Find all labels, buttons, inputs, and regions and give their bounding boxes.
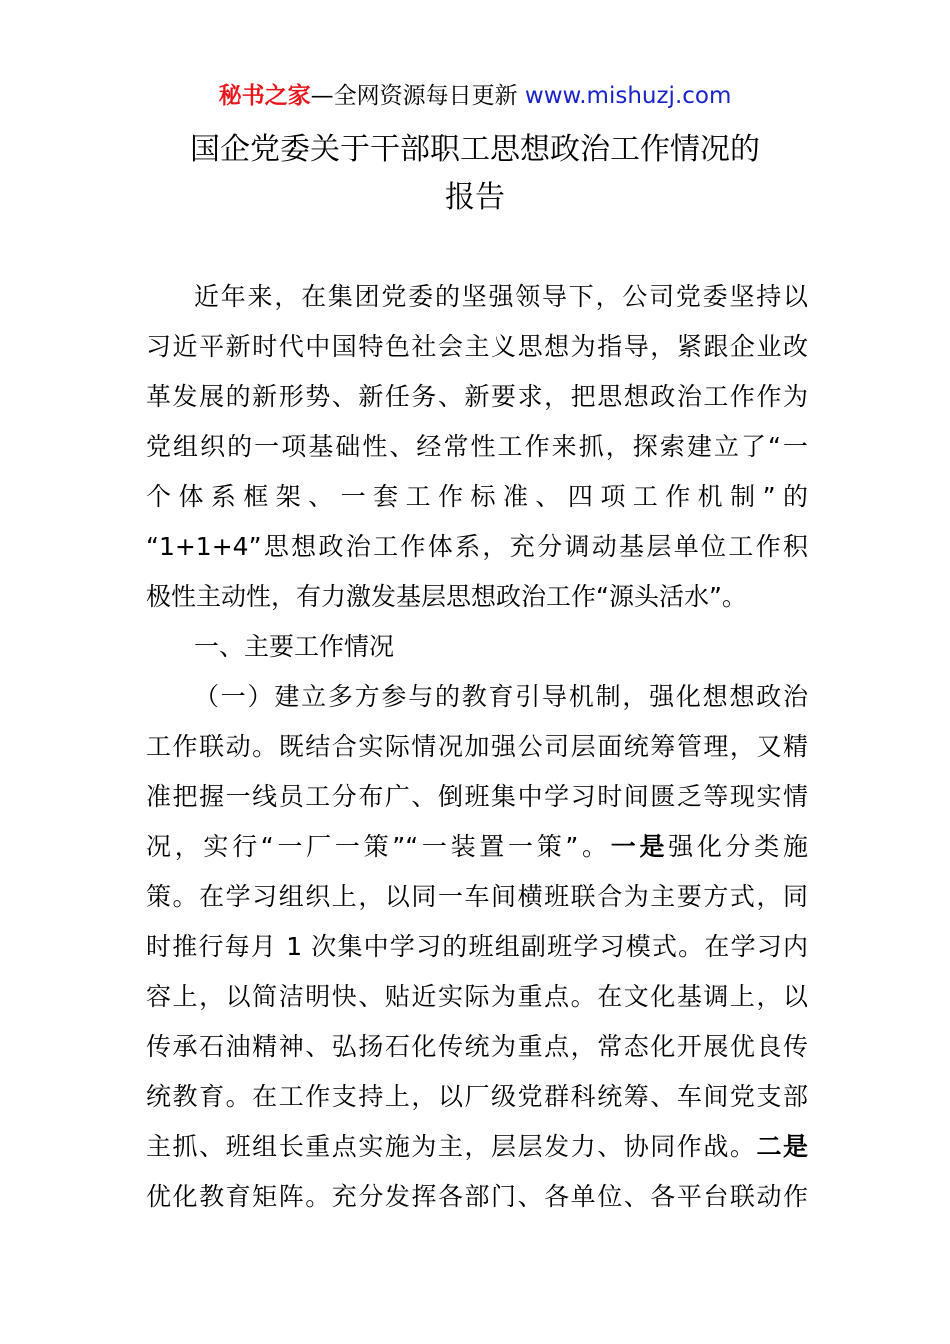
text-line: 工作联动。既结合实际情况加强公司层面统筹管理，又精 xyxy=(146,732,808,761)
text-run: 强化分类施 xyxy=(668,832,808,861)
brand-name: 秘书之家 xyxy=(218,83,311,109)
text-line: （一）建立多方参与的教育引导机制，强化想想政治 xyxy=(194,682,808,711)
document-body xyxy=(146,272,808,1222)
text-line: 近年来，在集团党委的坚强领导下，公司党委坚持以 xyxy=(194,282,808,311)
emphasis-text: 二是 xyxy=(756,1132,808,1161)
section-heading: 一、主要工作情况 xyxy=(194,632,395,661)
text-line: 时推行每月 1 次集中学习的班组副班学习模式。在学习内 xyxy=(146,932,808,961)
text-run: 况，实行“一厂一策”“一装置一策”。 xyxy=(146,832,611,861)
text-run: 主抓、班组长重点实施为主，层层发力、协同作战。 xyxy=(146,1132,757,1161)
text-line: 极性主动性，有力激发基层思想政治工作“源头活水”。 xyxy=(146,582,747,611)
title-line-1: 国企党委关于干部职工思想政治工作情况的 xyxy=(190,132,760,167)
text-line xyxy=(146,1122,808,1172)
text-line: “1+1+4”思想政治工作体系，充分调动基层单位工作积 xyxy=(146,532,808,561)
text-line: 习近平新时代中国特色社会主义思想为指导，紧跟企业改 xyxy=(146,332,808,361)
paragraph-education-mechanism xyxy=(146,672,808,1222)
text-line: 统教育。在工作支持上，以厂级党群科统筹、车间党支部 xyxy=(146,1082,808,1111)
text-line xyxy=(146,822,808,872)
text-line: 党组织的一项基础性、经常性工作来抓，探索建立了“一 xyxy=(146,432,808,461)
text-line: 革发展的新形势、新任务、新要求，把思想政治工作作为 xyxy=(146,382,808,411)
text-line: 传承石油精神、弘扬石化传统为重点，常态化开展优良传 xyxy=(146,1032,808,1061)
text-line: 策。在学习组织上，以同一车间横班联合为主要方式，同 xyxy=(146,882,808,911)
text-line: 优化教育矩阵。充分发挥各部门、各单位、各平台联动作 xyxy=(146,1182,808,1211)
text-line: 容上，以简洁明快、贴近实际为重点。在文化基调上，以 xyxy=(146,982,808,1011)
header-tagline: —全网资源每日更新 xyxy=(310,83,525,109)
document-title xyxy=(0,126,950,222)
text-line: 准把握一线员工分布广、倒班集中学习时间匮乏等现实情 xyxy=(146,782,808,811)
text-line: 个体系框架、一套工作标准、四项工作机制”的 xyxy=(146,482,808,511)
title-line-2: 报告 xyxy=(445,180,505,215)
site-header xyxy=(0,80,950,112)
site-url-link[interactable]: www.mishuzj.com xyxy=(524,83,732,109)
paragraph-intro xyxy=(146,272,808,622)
emphasis-text: 一是 xyxy=(610,832,669,861)
